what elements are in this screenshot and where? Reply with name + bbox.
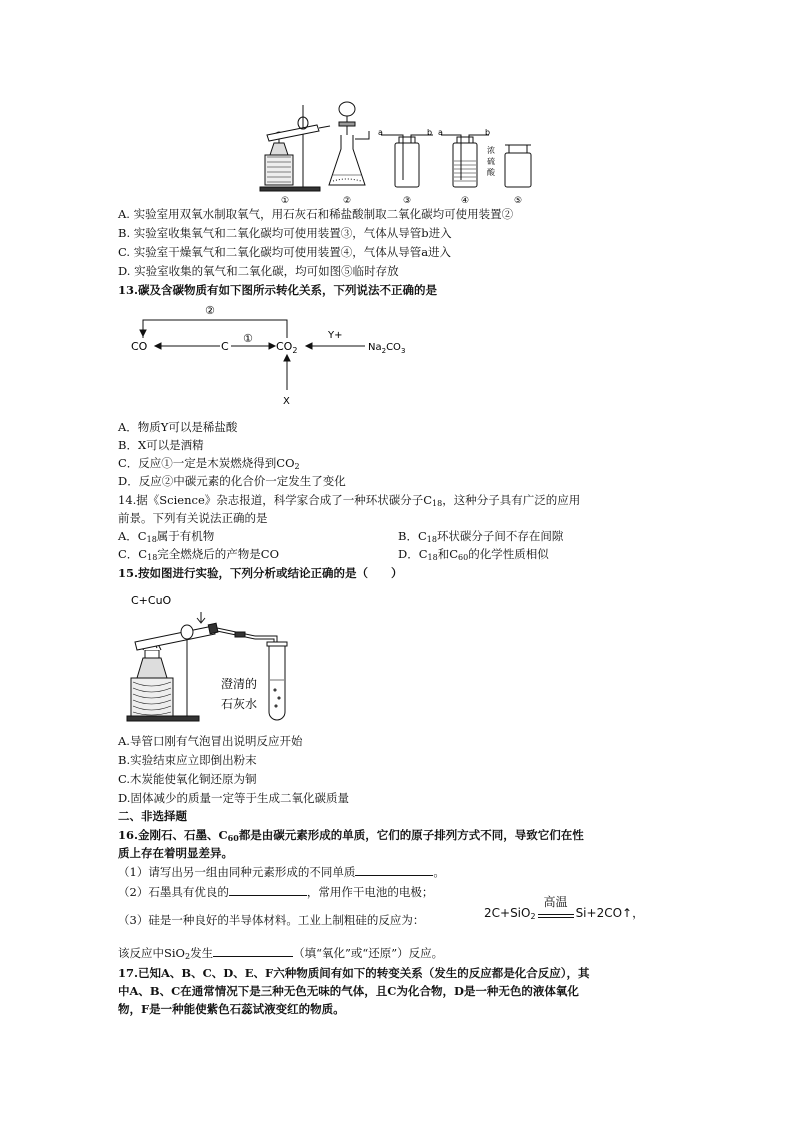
apparatus-label-4: ④ [460, 196, 470, 206]
q12-option-a: A. 实验室用双氧水制取氧气，用石灰石和稀盐酸制取二氧化碳均可使用装置② [118, 207, 514, 221]
q14-option-d: D．$C_{18}$和$C_{60}$的化学性质相似 [398, 547, 549, 562]
arrow-label-1: ① [243, 332, 253, 345]
q13-option-b: B．X可以是酒精 [118, 438, 204, 452]
tube-label-b-3: b [427, 128, 433, 137]
node-c: C [221, 340, 229, 353]
q15-apparatus-figure [125, 590, 305, 725]
apparatus-label-2: ② [342, 196, 352, 206]
apparatus-label-5: ⑤ [513, 196, 523, 206]
apparatus-label-3: ③ [402, 196, 412, 206]
label-lime-water-2: 石灰水 [221, 697, 258, 711]
reaction-condition: 高温 [543, 895, 568, 909]
tube-label-b-4: b [485, 128, 491, 137]
q15-option-a: A.导管口刚有气泡冒出说明反应开始 [118, 734, 303, 748]
q12-option-c: C. 实验室干燥氧气和二氧化碳均可使用装置④，气体从导管a进入 [118, 245, 452, 259]
conc-acid-label: 浓硫酸 [487, 146, 495, 177]
q13-stem: 13.碳及含碳物质有如下图所示转化关系，下列说法不正确的是 [118, 283, 438, 297]
q15-option-c: C.木炭能使氧化铜还原为铜 [118, 772, 257, 786]
reaction-equation: 2C+SiO$_2$ 高温 Si+2CO↑， [484, 895, 645, 921]
q16-part-1: （1）请写出另一组由同种元素形成的不同单质 。 [118, 865, 445, 879]
apparatus-5 [505, 145, 531, 187]
q13-option-a: A．物质Y可以是稀盐酸 [118, 420, 238, 434]
node-co: CO [131, 340, 148, 353]
q16-stem: 16.金刚石、石墨、$C_{60}$都是由碳元素形成的单质，它们的原子排列方式不同，导致它们在性 [118, 828, 584, 843]
q14-stem: 14.据《Science》杂志报道，科学家合成了一种环状碳分子$C_{18}$，这种分子具有广泛的应用 [118, 493, 581, 508]
apparatus-2 [329, 102, 369, 185]
blank-3[interactable] [213, 956, 293, 957]
q12-option-b: B. 实验室收集氧气和二氧化碳均可使用装置③，气体从导管b进入 [118, 226, 452, 240]
q15-stem: 15.按如图进行实验，下列分析或结论正确的是（ ） [118, 566, 403, 580]
q15-option-d: D.固体减少的质量一定等于生成二氧化碳质量 [118, 791, 349, 805]
q17-line-2: 中A、B、C在通常情况下是三种无色无味的气体，且C为化合物，D是一种无色的液体氧化 [118, 984, 579, 998]
blank-2[interactable] [229, 895, 307, 896]
blank-1[interactable] [355, 875, 433, 876]
q13-option-d: D．反应②中碳元素的化合价一定发生了变化 [118, 474, 346, 488]
q14-option-c: C．$C_{18}$完全燃烧后的产物是CO [118, 547, 280, 562]
q16-part-2: （2）石墨具有优良的 ，常用作干电池的电极； [118, 885, 434, 899]
q14-stem-line2: 前景。下列有关说法正确的是 [118, 511, 268, 525]
q16-part-4: 该反应中SiO$_2$发生 （填“氧化”或“还原”）反应。 [118, 946, 444, 961]
apparatus-3 [381, 135, 433, 187]
apparatus-label-1: ① [280, 196, 290, 206]
node-y: Y+ [328, 330, 343, 341]
q12-apparatus-figure [255, 95, 545, 207]
q14-option-b: B．$C_{18}$环状碳分子间不存在间隙 [398, 529, 564, 544]
q16-part-3: （3）硅是一种良好的半导体材料。工业上制粗硅的反应为： [118, 913, 425, 927]
label-reactants: C+CuO [131, 594, 172, 607]
apparatus-1 [260, 105, 330, 191]
q16-stem-line2: 质上存在着明显差异。 [118, 846, 233, 860]
q14-option-a: A．$C_{18}$属于有机物 [118, 529, 215, 544]
arrow-label-2: ② [205, 304, 215, 317]
q13-option-c: C．反应①一定是木炭燃烧得到$CO_2$ [118, 456, 300, 471]
tube-label-a-3: a [378, 128, 383, 137]
label-lime-water-1: 澄清的 [221, 677, 258, 691]
node-na2co3: $Na_2CO_3$ [368, 342, 406, 355]
q17-line-3: 物，F是一种能使紫色石蕊试液变红的物质。 [118, 1002, 345, 1016]
node-x: X [283, 396, 290, 407]
q17-line-1: 17.已知A、B、C、D、E、F六种物质间有如下的转变关系（发生的反应都是化合反应），其 [118, 966, 590, 980]
section-title: 二、非选择题 [118, 809, 187, 823]
tube-label-a-4: a [438, 128, 443, 137]
node-co2: $CO_2$ [276, 340, 298, 355]
q12-option-d: D. 实验室收集的氧气和二氧化碳，均可如图⑤临时存放 [118, 264, 399, 278]
q15-option-b: B.实验结束应立即倒出粉末 [118, 753, 257, 767]
q13-conversion-diagram [125, 300, 425, 410]
apparatus-4 [441, 135, 489, 187]
